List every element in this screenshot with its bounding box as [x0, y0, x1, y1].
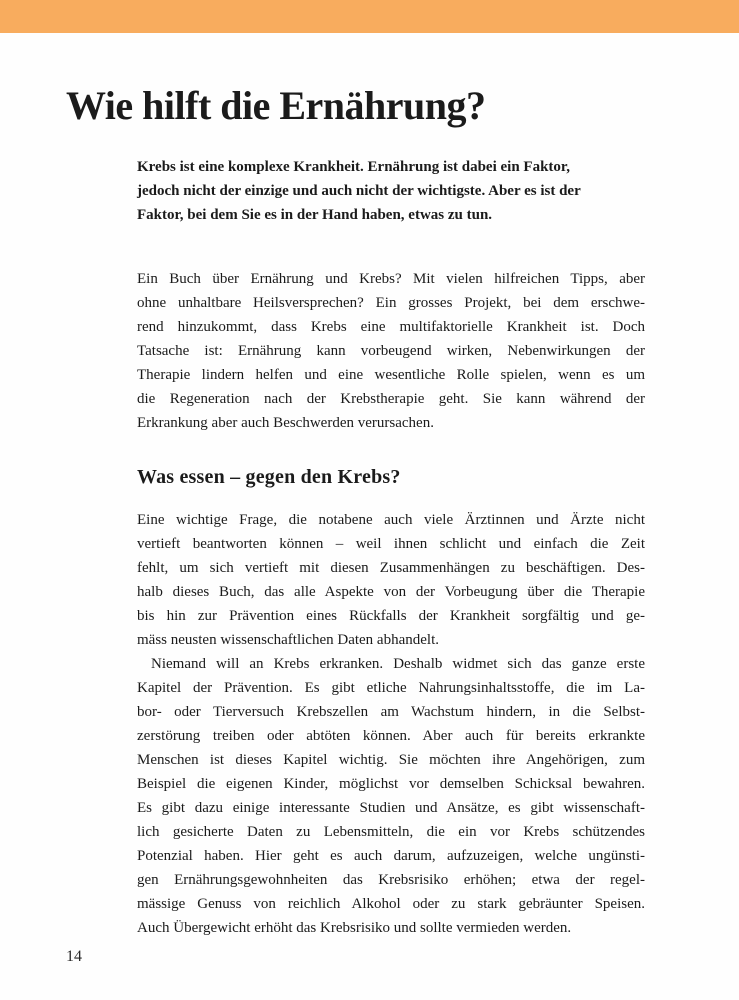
text-line: Therapie lindern helfen und eine wesentliche Rolle spielen, wenn es um	[137, 367, 645, 383]
text-line: vertieft beantworten können – weil ihnen schlicht und einfach die Zeit	[137, 536, 645, 552]
text-line: gen Ernährungsgewohnheiten das Krebsrisiko erhöhen; etwa der regel-	[137, 872, 645, 888]
text-line: Auch Übergewicht erhöht das Krebsrisiko und sollte vermieden werden.	[137, 920, 572, 936]
text-line: ohne unhaltbare Heilsversprechen? Ein grosses Projekt, bei dem erschwe-	[137, 295, 645, 311]
page-number: 14	[66, 948, 82, 965]
text-line: mässige Genuss von reichlich Alkohol oder zu stark gebräunter Speisen.	[137, 896, 645, 912]
text-line: Erkrankung aber auch Beschwerden verursachen.	[137, 415, 434, 431]
text-line: fehlt, um sich vertieft mit diesen Zusammenhängen zu beschäftigen. Des-	[137, 560, 645, 576]
lead-paragraph	[137, 155, 657, 227]
text-line: lich gesicherte Daten zu Lebensmitteln, die ein vor Krebs schützendes	[137, 824, 645, 840]
text-line: Kapitel der Prävention. Es gibt etliche Nahrungsinhaltsstoffe, die im La-	[137, 680, 645, 696]
body-paragraph-2	[137, 508, 645, 652]
text-line: bor- oder Tierversuch Krebszellen am Wachstum hindern, in die Selbst-	[137, 704, 645, 720]
text-line: Faktor, bei dem Sie es in der Hand haben, etwas zu tun.	[137, 207, 493, 223]
text-line: Es gibt dazu einige interessante Studien und Ansätze, es gibt wissenschaft-	[137, 800, 645, 816]
text-line: halb dieses Buch, das alle Aspekte von der Vorbeugung über die Therapie	[137, 584, 645, 600]
text-line: Eine wichtige Frage, die notabene auch viele Ärztinnen und Ärzte nicht	[137, 512, 645, 528]
text-line: bis hin zur Prävention eines Rückfalls der Krankheit sorgfältig und ge-	[137, 608, 645, 624]
body-paragraph-3	[137, 652, 645, 940]
text-line: Menschen ist dieses Kapitel wichtig. Sie möchten ihre Angehörigen, zum	[137, 752, 645, 768]
text-line: jedoch nicht der einzige und auch nicht der wichtigste. Aber es ist der	[137, 183, 581, 199]
text-line: Potenzial haben. Hier geht es auch darum, aufzuzeigen, welche ungünsti-	[137, 848, 645, 864]
text-line: die Regeneration nach der Krebstherapie geht. Sie kann während der	[137, 391, 645, 407]
body-paragraph-1	[137, 267, 645, 435]
text-line: Ein Buch über Ernährung und Krebs? Mit vielen hilfreichen Tipps, aber	[137, 271, 645, 287]
text-line: Beispiel die eigenen Kinder, möglichst vor demselben Schicksal bewahren.	[137, 776, 645, 792]
chapter-title: Wie hilft die Ernährung?	[66, 83, 486, 128]
text-line: Niemand will an Krebs erkranken. Deshalb widmet sich das ganze erste	[151, 656, 645, 672]
text-line: mäss neusten wissenschaftlichen Daten abhandelt.	[137, 632, 439, 648]
text-line: rend hinzukommt, dass Krebs eine multifaktorielle Krankheit ist. Doch	[137, 319, 645, 335]
section-heading: Was essen – gegen den Krebs?	[137, 466, 401, 488]
text-line: Tatsache ist: Ernährung kann vorbeugend wirken, Nebenwirkungen der	[137, 343, 645, 359]
text-line: zerstörung treiben oder abtöten können. Aber auch für bereits erkrankte	[137, 728, 645, 744]
top-accent-bar	[0, 0, 739, 33]
text-line: Krebs ist eine komplexe Krankheit. Ernährung ist dabei ein Faktor,	[137, 159, 570, 175]
